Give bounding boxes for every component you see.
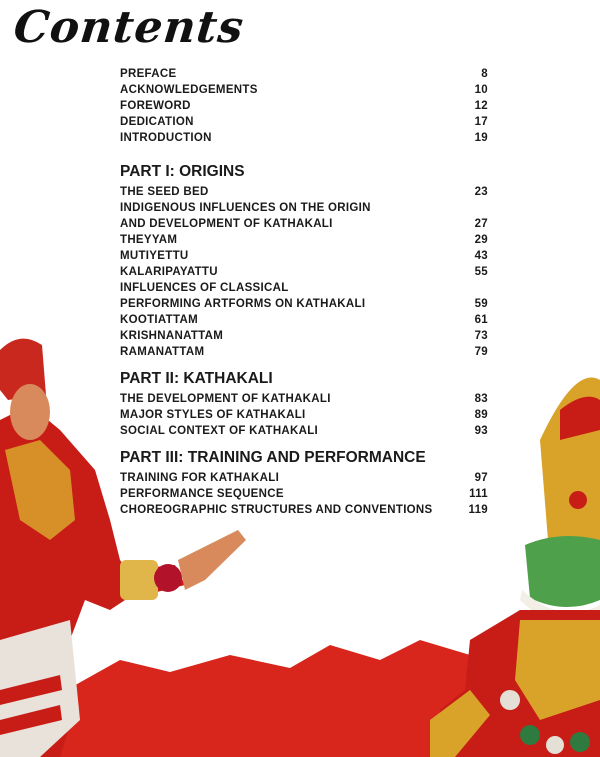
toc-entry[interactable]: [120, 248, 488, 264]
part-heading[interactable]: PART I: ORIGINS: [120, 163, 245, 180]
toc-entry[interactable]: [120, 486, 488, 502]
toc-entry[interactable]: [120, 98, 488, 114]
toc-entry-label: INDIGENOUS INFLUENCES ON THE ORIGIN: [120, 202, 371, 214]
toc-entry-label: MAJOR STYLES OF KATHAKALI: [120, 409, 306, 421]
part-heading[interactable]: PART III: TRAINING AND PERFORMANCE: [120, 449, 426, 466]
left-dancer-flower: [154, 564, 182, 592]
right-dancer-face: [525, 536, 600, 607]
toc-entry[interactable]: [120, 232, 488, 248]
toc-entry-page: 73: [474, 330, 488, 342]
toc-entry-page: 89: [474, 409, 488, 421]
toc-entry-page: 12: [474, 100, 488, 112]
toc-entry-page: [458, 280, 488, 296]
page-title: Contents: [11, 2, 247, 53]
toc-entry-label: KRISHNANATTAM: [120, 330, 224, 342]
toc-entry-page: 10: [474, 84, 488, 96]
toc-entry[interactable]: [120, 502, 488, 518]
toc-entry[interactable]: [120, 184, 488, 200]
toc-entry-label: CHOREOGRAPHIC STRUCTURES AND CONVENTIONS: [120, 504, 433, 516]
toc-entry-label: DEDICATION: [120, 116, 194, 128]
toc-entry-label: THE SEED BED: [120, 186, 209, 198]
toc-entry[interactable]: [120, 312, 488, 328]
toc-entry[interactable]: [120, 328, 488, 344]
toc-entry[interactable]: [120, 344, 488, 360]
toc-entry-page: 8: [481, 68, 488, 80]
toc-entry-page: 61: [474, 314, 488, 326]
toc-entry-label: TRAINING FOR KATHAKALI: [120, 472, 280, 484]
toc-entry-label: RAMANATTAM: [120, 346, 205, 358]
toc-entry-page: 29: [474, 234, 488, 246]
left-dancer-face: [10, 384, 50, 440]
table-of-contents: [120, 66, 488, 518]
toc-entry-page: [458, 200, 488, 216]
toc-entry-page: 55: [474, 266, 488, 278]
toc-entry-label: MUTIYETTU: [120, 250, 189, 262]
toc-entry[interactable]: [120, 296, 488, 312]
toc-entry[interactable]: [120, 423, 488, 439]
toc-entry-page: 59: [474, 298, 488, 310]
left-dancer-hand: [178, 530, 246, 590]
toc-entry[interactable]: [120, 391, 488, 407]
part-2-section: [120, 369, 488, 439]
toc-entry-page: 111: [469, 488, 488, 500]
toc-entry-page: 119: [468, 504, 488, 516]
toc-entry-page: 43: [474, 250, 488, 262]
toc-entry-label: AND DEVELOPMENT OF KATHAKALI: [120, 218, 333, 230]
toc-entry[interactable]: [120, 130, 488, 146]
part-3-section: [120, 448, 488, 518]
toc-entry-label: KALARIPAYATTU: [120, 266, 218, 278]
toc-entry-label: SOCIAL CONTEXT OF KATHAKALI: [120, 425, 319, 437]
front-matter-list: [120, 66, 488, 146]
toc-entry[interactable]: [120, 200, 488, 216]
toc-entry-label: FOREWORD: [120, 100, 191, 112]
toc-entry-page: 19: [474, 132, 488, 144]
toc-entry-page: 79: [474, 346, 488, 358]
toc-entry-label: ACKNOWLEDGEMENTS: [120, 84, 258, 96]
toc-entry[interactable]: [120, 280, 488, 296]
toc-entry-label: INFLUENCES OF CLASSICAL: [120, 282, 289, 294]
part-heading[interactable]: PART II: KATHAKALI: [120, 370, 273, 387]
toc-entry-label: THEYYAM: [120, 234, 178, 246]
left-dancer-bangles: [120, 560, 158, 600]
toc-entry[interactable]: [120, 82, 488, 98]
toc-entry[interactable]: [120, 264, 488, 280]
toc-entry-page: 97: [474, 472, 488, 484]
toc-entry[interactable]: [120, 66, 488, 82]
toc-entry[interactable]: [120, 216, 488, 232]
toc-entry-page: 83: [474, 393, 488, 405]
toc-entry-label: INTRODUCTION: [120, 132, 212, 144]
toc-entry-label: PERFORMANCE SEQUENCE: [120, 488, 284, 500]
toc-entry[interactable]: [120, 407, 488, 423]
toc-entry-label: PREFACE: [120, 68, 177, 80]
toc-entry-page: 23: [474, 186, 488, 198]
toc-entry-label: KOOTIATTAM: [120, 314, 198, 326]
toc-entry-page: 17: [474, 116, 488, 128]
part-1-section: [120, 162, 488, 360]
toc-entry-page: 27: [474, 218, 488, 230]
toc-entry[interactable]: [120, 470, 488, 486]
toc-entry[interactable]: [120, 114, 488, 130]
toc-entry-label: PERFORMING ARTFORMS ON KATHAKALI: [120, 298, 366, 310]
toc-entry-label: THE DEVELOPMENT OF KATHAKALI: [120, 393, 331, 405]
toc-entry-page: 93: [474, 425, 488, 437]
